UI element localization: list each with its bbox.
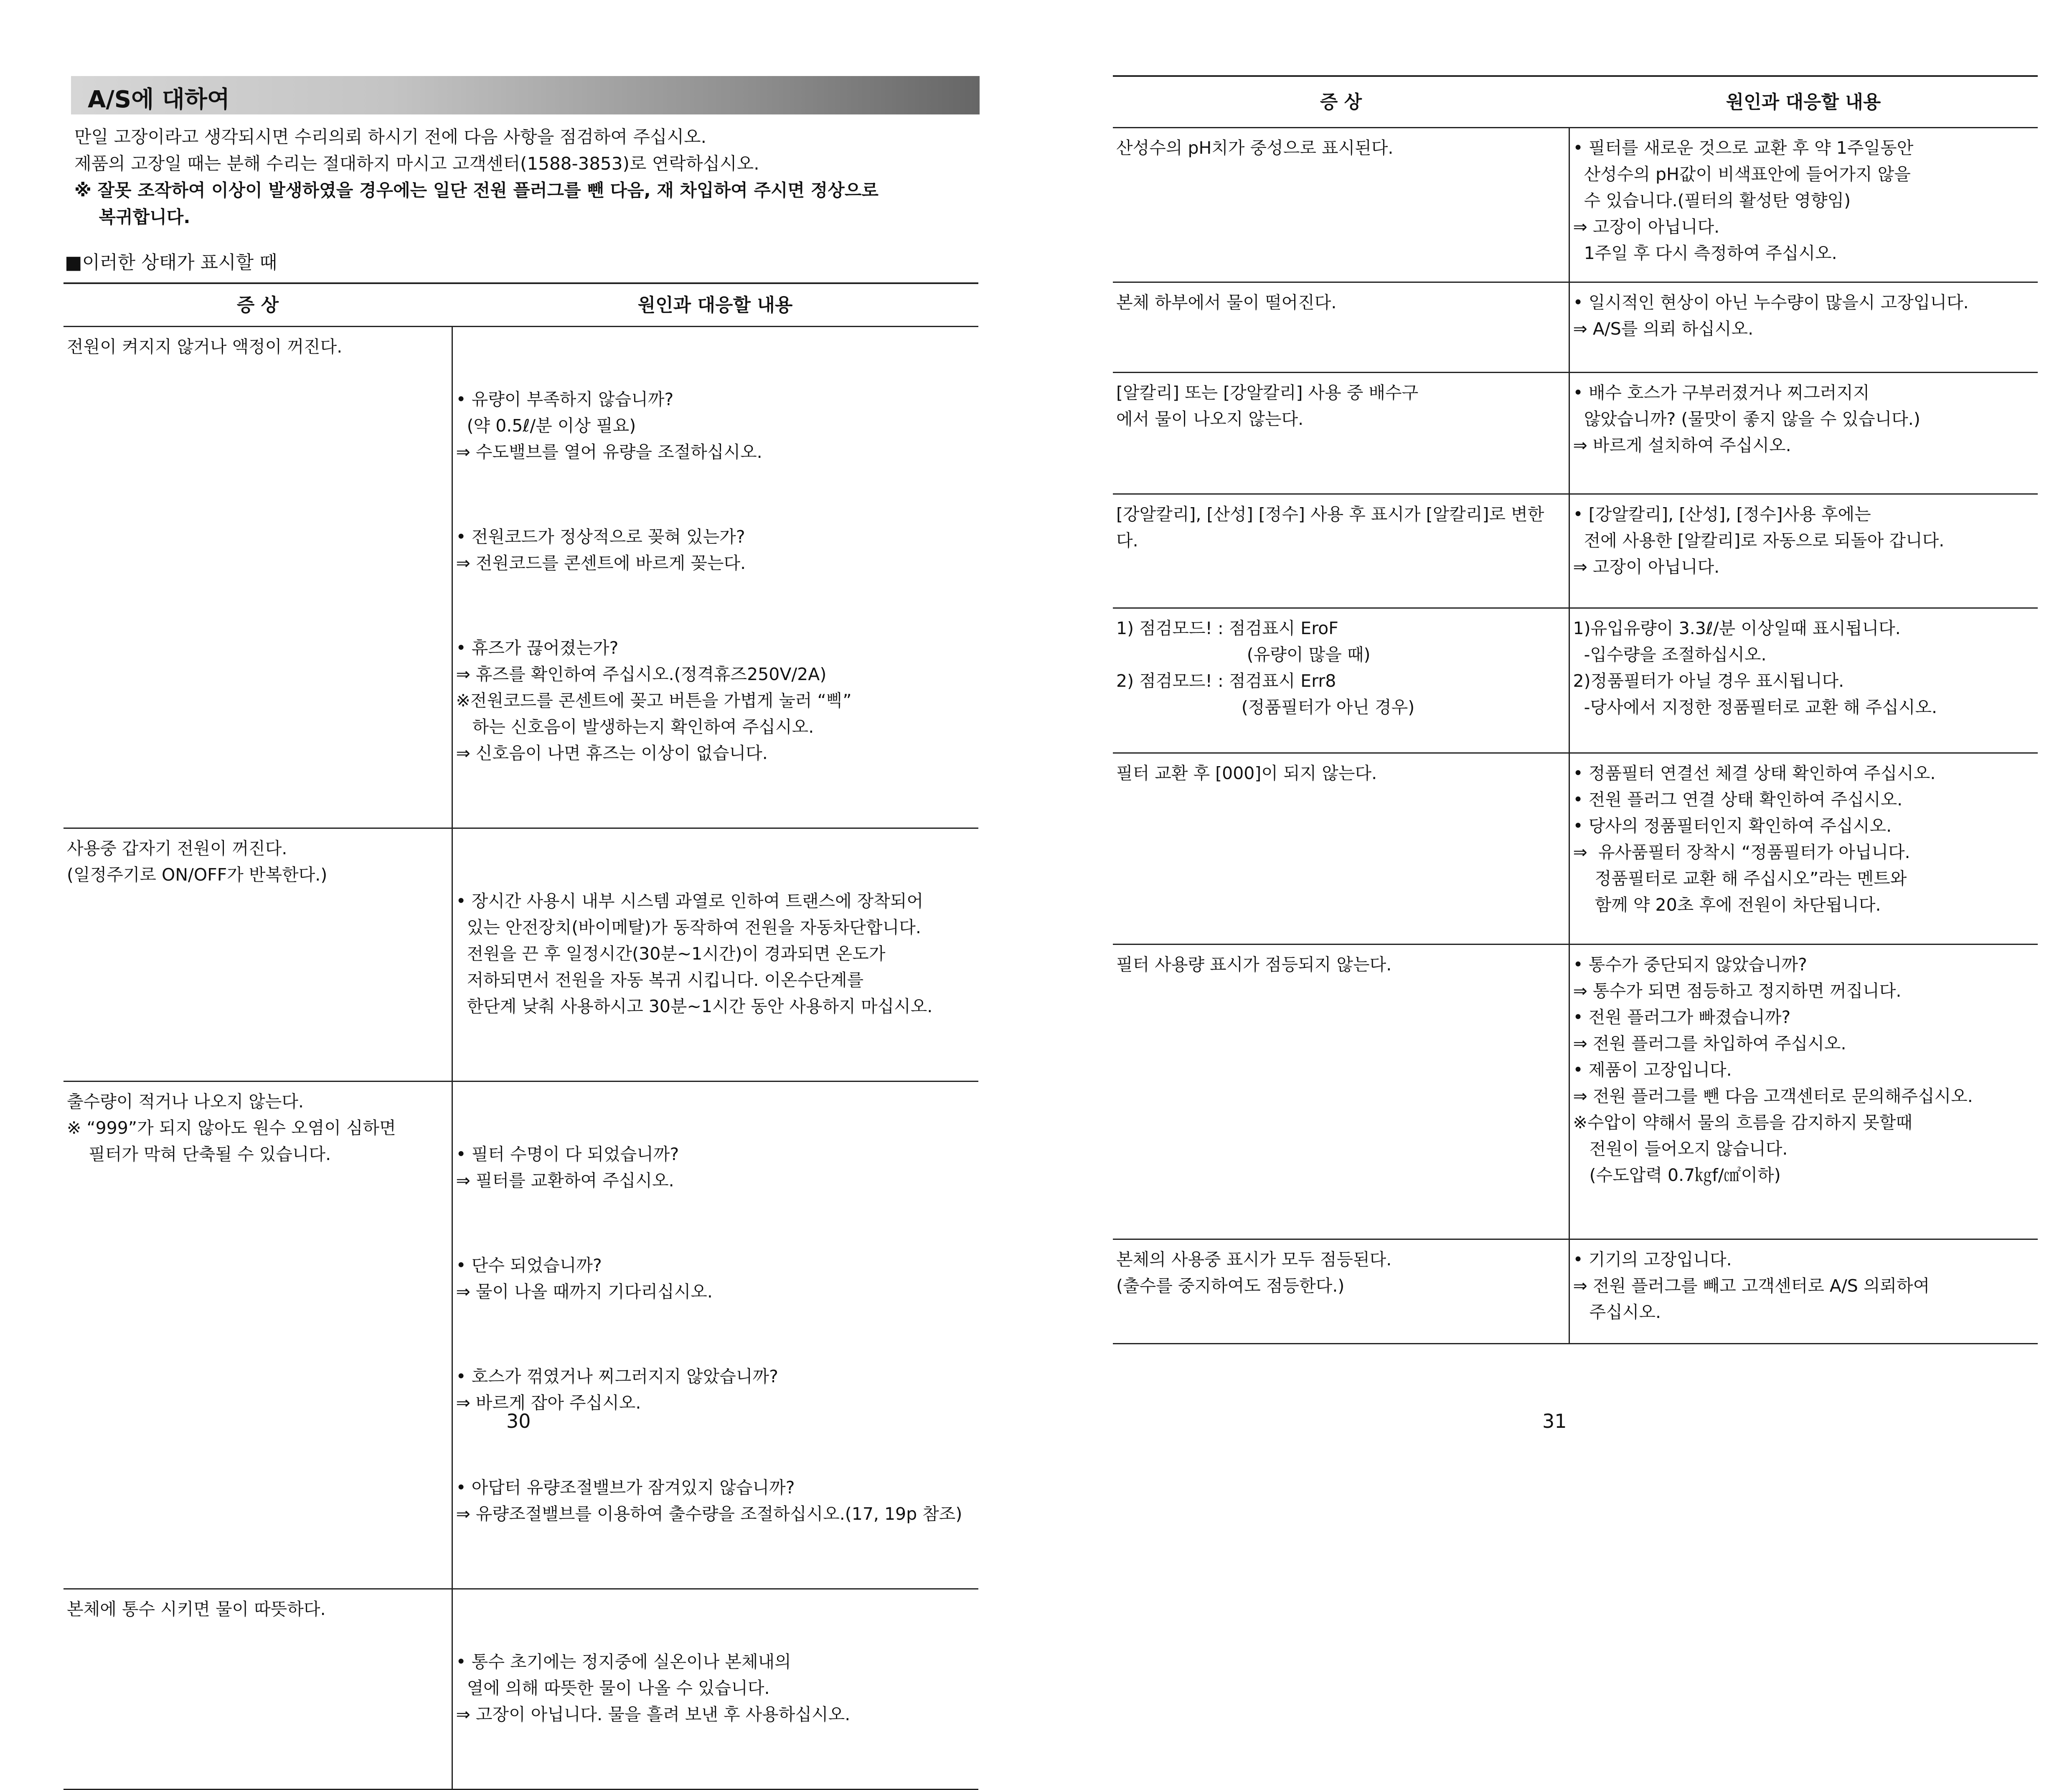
- symptom-text: 본체의 사용중 표시가 모두 점등된다. (출수를 중지하여도 점등한다.): [1116, 1249, 1392, 1296]
- table-row: [1113, 753, 2038, 945]
- action-text: 1)유입유량이 3.3ℓ/분 이상일때 표시됩니다. -입수량을 조절하십시오. 2)정품필터가 아닐 경우 표시됩니다. -당사에서 지정한 정품필터로 교환 해 주십시오.: [1573, 618, 1937, 717]
- action-cell: [1569, 494, 2038, 608]
- table-row: [1113, 945, 2038, 1239]
- action-group: • 통수 초기에는 정지중에 실온이나 본체내의 열에 의해 따뜻한 물이 나올 수 있습니다. ⇒ 고장이 아닙니다. 물을 흘려 보낸 후 사용하십시오.: [456, 1652, 851, 1724]
- troubleshooting-table-left: [63, 282, 978, 1790]
- action-group: • 전원코드가 정상적으로 꽂혀 있는가? ⇒ 전원코드를 콘센트에 바르게 꽂는다.: [456, 527, 746, 573]
- action-group: • 아답터 유량조절밸브가 잠겨있지 않습니까? ⇒ 유량조절밸브를 이용하여 출수량을 조절하십시오.(17, 19p 참조): [456, 1478, 962, 1524]
- action-cell: [452, 1589, 978, 1790]
- symptom-text: 본체 하부에서 물이 떨어진다.: [1116, 292, 1337, 312]
- symptom-text: 필터 사용량 표시가 점등되지 않는다.: [1116, 955, 1392, 975]
- table-row: [1113, 1239, 2038, 1344]
- page-right: [1036, 0, 2072, 1465]
- table-row: [63, 828, 978, 1082]
- symptom-text: 본체에 통수 시키면 물이 따뜻하다.: [67, 1599, 326, 1619]
- troubleshooting-table-right: [1113, 75, 2038, 1344]
- table-header-row: [63, 283, 978, 327]
- intro-line: 제품의 고장일 때는 분해 수리는 절대하지 마시고 고객센터(1588-3853)로 연락하십시오.: [74, 153, 759, 174]
- action-cell: [1569, 128, 2038, 282]
- symptom-cell: [1113, 128, 1569, 282]
- action-group: • 단수 되었습니까? ⇒ 물이 나올 때까지 기다리십시오.: [456, 1255, 713, 1302]
- symptom-text: 사용중 갑자기 전원이 꺼진다. (일정주기로 ON/OFF가 반복한다.): [67, 838, 328, 885]
- warning-line: 복귀합니다.: [74, 207, 190, 227]
- action-group: • 유량이 부족하지 않습니까? (약 0.5ℓ/분 이상 필요) ⇒ 수도밸브를 열어 유량을 조절하십시오.: [456, 389, 762, 462]
- subheading: ■이러한 상태가 표시할 때: [65, 252, 277, 273]
- table-row: [1113, 373, 2038, 494]
- intro-text: [74, 124, 973, 231]
- action-cell: [1569, 1239, 2038, 1344]
- symptom-cell: [1113, 1239, 1569, 1344]
- header-action: 원인과 대응할 내용: [1569, 76, 2038, 128]
- header-symptom: 증 상: [1113, 76, 1569, 128]
- symptom-text: 출수량이 적거나 나오지 않는다. ※ “999”가 되지 않아도 원수 오염이 심하면 필터가 막혀 단축될 수 있습니다.: [67, 1092, 396, 1164]
- symptom-text: 산성수의 pH치가 중성으로 표시된다.: [1116, 138, 1394, 158]
- symptom-text: 1) 점검모드! : 점검표시 EroF (유량이 많을 때) 2) 점검모드! : 점검표시 Err8 (정품필터가 아닌 경우): [1116, 618, 1415, 717]
- action-cell: [1569, 753, 2038, 945]
- action-text: • 정품필터 연결선 체결 상태 확인하여 주십시오. • 전원 플러그 연결 상태 확인하여 주십시오. • 당사의 정품필터인지 확인하여 주십시오. ⇒ 유사품필터 장착시 “정품필터가 아닙니다. 정품필터로 교환 해 주십시오”라는 멘트와 함께 약 20초 후에 전원이 차단됩니다.: [1573, 763, 1936, 915]
- table-row: [1113, 128, 2038, 282]
- warning-line: ※ 잘못 조작하여 이상이 발생하였을 경우에는 일단 전원 플러그를 뺀 다음, 재 차입하여 주시면 정상으로: [74, 180, 879, 201]
- symptom-cell: [63, 327, 452, 828]
- action-text: • 기기의 고장입니다. ⇒ 전원 플러그를 빼고 고객센터로 A/S 의뢰하여 주십시오.: [1573, 1249, 1930, 1322]
- symptom-cell: [63, 1589, 452, 1790]
- table-row: [1113, 494, 2038, 608]
- action-group: • 호스가 꺾였거나 찌그러지지 않았습니까? ⇒ 바르게 잡아 주십시오.: [456, 1366, 778, 1413]
- section-header: [71, 76, 980, 114]
- symptom-cell: [1113, 608, 1569, 753]
- action-cell: [1569, 945, 2038, 1239]
- action-text: • [강알칼리], [산성], [정수]사용 후에는 전에 사용한 [알칼리]로 자동으로 되돌아 갑니다. ⇒ 고장이 아닙니다.: [1573, 504, 1945, 577]
- symptom-cell: [63, 1082, 452, 1589]
- action-cell: [1569, 608, 2038, 753]
- symptom-cell: [1113, 945, 1569, 1239]
- action-text: • 필터를 새로운 것으로 교환 후 약 1주일동안 산성수의 pH값이 비색표안에 들어가지 않을 수 있습니다.(필터의 활성탄 영향임) ⇒ 고장이 아닙니다. 1주일 후 다시 측정하여 주십시오.: [1573, 138, 1914, 263]
- action-text: • 통수가 중단되지 않았습니까? ⇒ 통수가 되면 점등하고 정지하면 꺼집니다. • 전원 플러그가 빠졌습니까? ⇒ 전원 플러그를 차입하여 주십시오. • 제품이 고장입니다. ⇒ 전원 플러그를 뺀 다음 고객센터로 문의해주십시오. ※수압이 약해서 물의 흐름을 감지하지 못할때 전원이 들어오지 않습니다. (수도압력 0.7㎏f/㎠이하): [1573, 955, 1973, 1185]
- action-cell: [452, 1082, 978, 1589]
- table-header-row: [1113, 76, 2038, 128]
- symptom-cell: [1113, 282, 1569, 373]
- action-cell: [1569, 282, 2038, 373]
- action-text: • 배수 호스가 구부러졌거나 찌그러지지 않았습니까? (물맛이 좋지 않을 수 있습니다.) ⇒ 바르게 설치하여 주십시오.: [1573, 383, 1920, 455]
- section-title: A/S에 대하여: [88, 86, 230, 113]
- header-action: 원인과 대응할 내용: [452, 283, 978, 327]
- header-symptom: 증 상: [63, 283, 452, 327]
- page-number: 31: [1542, 1410, 1567, 1432]
- table-row: [1113, 608, 2038, 753]
- page-number: 30: [506, 1410, 531, 1432]
- table-row: [1113, 282, 2038, 373]
- action-group: • 장시간 사용시 내부 시스템 과열로 인하여 트랜스에 장착되어 있는 안전장치(바이메탈)가 동작하여 전원을 자동차단합니다. 전원을 끈 후 일정시간(30분~1시간)이 경과되면 온도가 저하되면서 전원을 자동 복귀 시킵니다. 이온수단계를 한단계 낮춰 사용하시고 30분~1시간 동안 사용하지 마십시오.: [456, 891, 933, 1016]
- table-row: [63, 1082, 978, 1589]
- symptom-text: [알칼리] 또는 [강알칼리] 사용 중 배수구 에서 물이 나오지 않는다.: [1116, 383, 1419, 429]
- action-cell: [452, 327, 978, 828]
- page-left: [0, 0, 1036, 1724]
- symptom-text: 전원이 켜지지 않거나 액정이 꺼진다.: [67, 337, 343, 357]
- action-cell: [1569, 373, 2038, 494]
- table-row: [63, 327, 978, 828]
- action-group: • 필터 수명이 다 되었습니까? ⇒ 필터를 교환하여 주십시오.: [456, 1144, 679, 1191]
- action-group: • 휴즈가 끊어졌는가? ⇒ 휴즈를 확인하여 주십시오.(정격휴즈250V/2A) ※전원코드를 콘센트에 꽂고 버튼을 가볍게 눌러 “삑” 하는 신호음이 발생하는지 확인하여 주십시오. ⇒ 신호음이 나면 휴즈는 이상이 없습니다.: [456, 638, 852, 763]
- action-text: • 일시적인 현상이 아닌 누수량이 많을시 고장입니다. ⇒ A/S를 의뢰 하십시오.: [1573, 292, 1969, 339]
- table-row: [63, 1589, 978, 1790]
- action-cell: [452, 828, 978, 1082]
- symptom-cell: [1113, 753, 1569, 945]
- symptom-text: [강알칼리], [산성] [정수] 사용 후 표시가 [알칼리]로 변한 다.: [1116, 504, 1544, 551]
- intro-line: 만일 고장이라고 생각되시면 수리의뢰 하시기 전에 다음 사항을 점검하여 주십시오.: [74, 127, 706, 147]
- symptom-cell: [63, 828, 452, 1082]
- symptom-cell: [1113, 494, 1569, 608]
- symptom-cell: [1113, 373, 1569, 494]
- symptom-text: 필터 교환 후 [000]이 되지 않는다.: [1116, 763, 1377, 783]
